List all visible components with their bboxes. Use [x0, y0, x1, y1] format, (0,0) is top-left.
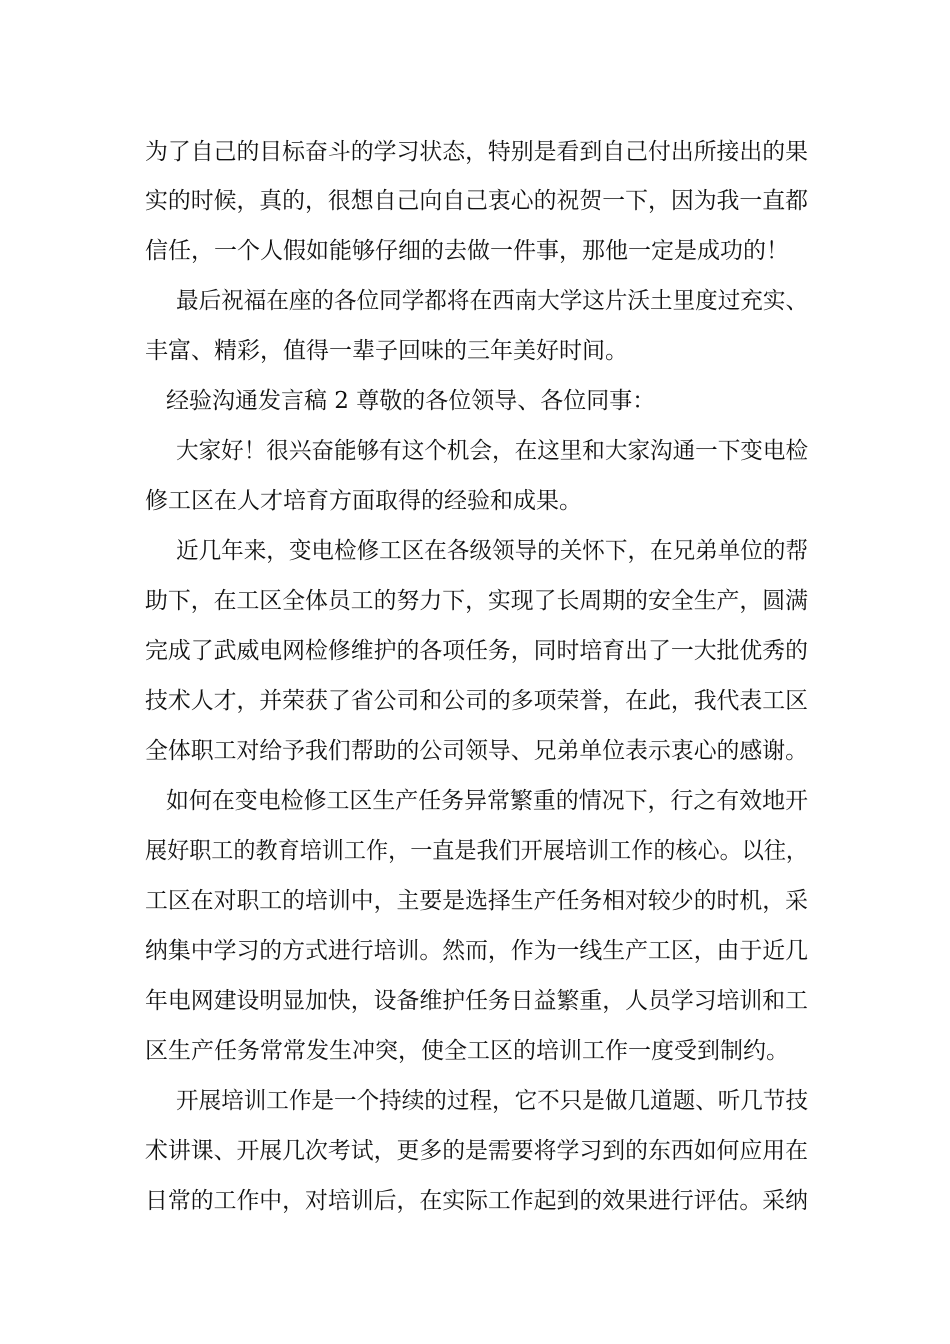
text-line: 全体职工对给予我们帮助的公司领导、兄弟单位表示衷心的感谢。 [145, 738, 808, 764]
text-line: 大家好！很兴奋能够有这个机会，在这里和大家沟通一下变电检 [176, 438, 809, 464]
text-line: 如何在变电检修工区生产任务异常繁重的情况下，行之有效地开 [166, 788, 809, 814]
text-line: 助下，在工区全体员工的努力下，实现了长周期的安全生产，圆满 [145, 588, 808, 614]
text-line: 展好职工的教育培训工作，一直是我们开展培训工作的核心。以往， [145, 838, 809, 864]
text-line: 丰富、精彩，值得一辈子回味的三年美好时间。 [145, 338, 628, 364]
text-line: 信任，一个人假如能够仔细的去做一件事，那他一定是成功的！ [145, 238, 789, 264]
text-line: 近几年来，变电检修工区在各级领导的关怀下，在兄弟单位的帮 [176, 538, 809, 564]
text-line: 最后祝福在座的各位同学都将在西南大学这片沃土里度过充实、 [176, 288, 809, 314]
text-line: 开展培训工作是一个持续的过程，它不只是做几道题、听几节技 [176, 1088, 809, 1114]
text-line: 完成了武威电网检修维护的各项任务，同时培育出了一大批优秀的 [145, 638, 808, 664]
text-line: 修工区在人才培育方面取得的经验和成果。 [145, 488, 582, 514]
text-line: 年电网建设明显加快，设备维护任务日益繁重，人员学习培训和工 [145, 988, 808, 1014]
text-line: 工区在对职工的培训中，主要是选择生产任务相对较少的时机，采 [145, 888, 808, 914]
section-heading: 经验沟通发言稿 2 尊敬的各位领导、各位同事： [166, 388, 656, 414]
text-line: 技术人才，并荣获了省公司和公司的多项荣誉，在此，我代表工区 [145, 688, 808, 714]
text-line: 术讲课、开展几次考试，更多的是需要将学习到的东西如何应用在 [145, 1138, 808, 1164]
text-line: 日常的工作中，对培训后，在实际工作起到的效果进行评估。采纳 [145, 1188, 808, 1214]
text-line: 区生产任务常常发生冲突，使全工区的培训工作一度受到制约。 [145, 1038, 789, 1064]
text-line: 纳集中学习的方式进行培训。然而，作为一线生产工区，由于近几 [145, 938, 808, 964]
text-line: 为了自己的目标奋斗的学习状态，特别是看到自己付出所接出的果 [145, 139, 808, 165]
text-line: 实的时候，真的，很想自己向自己衷心的祝贺一下，因为我一直都 [145, 188, 808, 214]
